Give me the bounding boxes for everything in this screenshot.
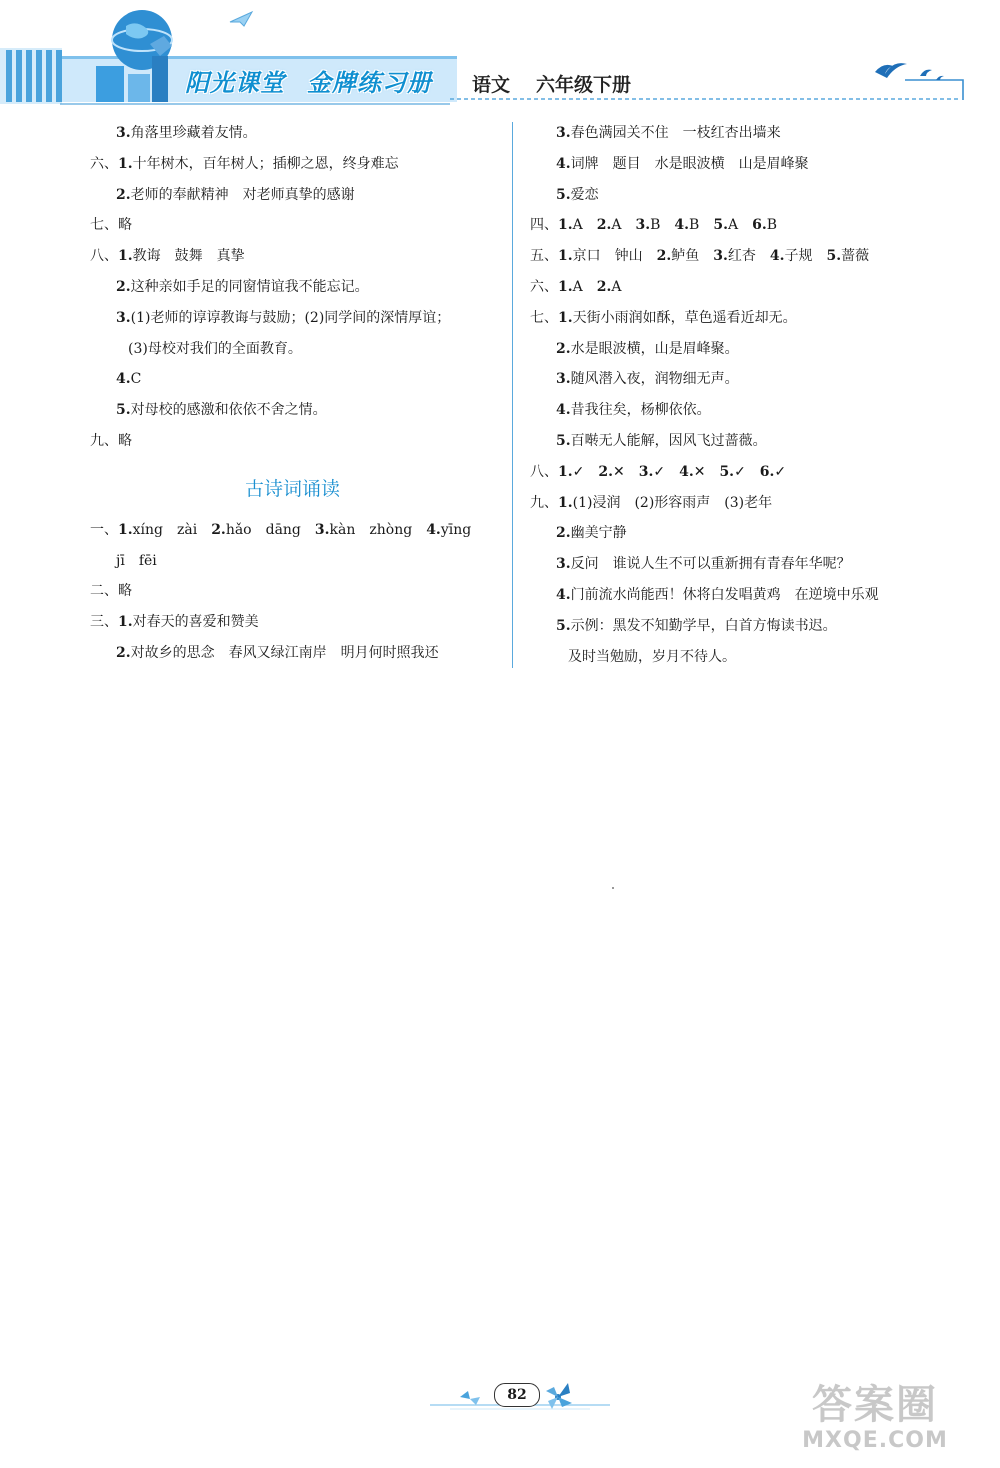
answer-text: 幽美宁静: [570, 525, 627, 542]
answer-line: [90, 118, 505, 149]
answer-text: (1)浸润 (2)形容雨声 (3)老年: [572, 494, 773, 511]
item-number: 5.: [713, 217, 728, 234]
answer-text: ✕: [612, 463, 639, 480]
subject-grade: [472, 70, 631, 97]
item-number: 2.: [116, 278, 131, 295]
right-answer-list: [530, 118, 970, 672]
item-number: 2.: [656, 248, 672, 265]
item-number: 3.: [713, 248, 728, 265]
item-number: 1.: [558, 494, 573, 511]
item-number: 3.: [314, 521, 330, 538]
paper-plane-icon: [230, 12, 252, 26]
answer-line: [530, 642, 970, 673]
seagulls-icon: [875, 63, 944, 80]
book-name: 金牌练习册: [307, 69, 432, 97]
answer-text: 词牌 题目 水是眼波横 山是眉峰聚: [570, 155, 809, 172]
answer-text: 子规: [784, 248, 827, 265]
answer-line: [90, 546, 505, 577]
page-number: 82: [494, 1383, 540, 1407]
item-number: 1.: [558, 248, 573, 265]
answer-line: [530, 549, 970, 580]
answer-line: [90, 395, 505, 426]
answer-text: 天街小雨润如酥，草色遥看近却无。: [572, 309, 797, 326]
answer-line: [90, 241, 505, 272]
answer-text: A: [611, 217, 636, 234]
answer-line: [90, 303, 505, 334]
item-number: 5.: [556, 617, 571, 634]
answer-line: [530, 488, 970, 519]
section-number: 六、: [90, 155, 118, 172]
page-header: [0, 0, 1000, 110]
answer-text: 百啭无人能解，因风飞过蔷薇。: [570, 432, 767, 449]
answer-text: B: [766, 217, 778, 234]
answer-text: 京口 钟山: [572, 248, 657, 265]
item-number: 4.: [556, 402, 571, 419]
item-number: 5.: [826, 248, 842, 265]
subject-label: 语文: [472, 74, 511, 96]
item-number: 3.: [116, 125, 131, 141]
watermark-url: MXQE.COM: [802, 1428, 948, 1453]
answer-line: [530, 272, 970, 303]
poetry-answer-list: [90, 515, 505, 669]
watermark: [760, 1382, 990, 1462]
answer-text: 随风潜入夜，润物细无声。: [570, 371, 739, 388]
column-divider: [512, 122, 513, 668]
answer-line: [530, 241, 970, 272]
item-number: 1.: [558, 309, 573, 326]
answer-line: [90, 607, 505, 638]
answer-text: (3)母校对我们的全面教育。: [128, 340, 302, 357]
item-number: 1.: [558, 278, 573, 295]
item-number: 6.: [759, 463, 775, 480]
answer-text: 春色满园关不住 一枝红杏出墙来: [570, 125, 781, 141]
item-number: 3.: [556, 556, 571, 573]
item-number: 4.: [769, 248, 785, 265]
answer-text: 示例：黑发不知勤学早，白首方悔读书迟。: [570, 617, 837, 634]
answer-line: [530, 518, 970, 549]
answer-text: (1)老师的谆谆教诲与鼓励；(2)同学间的深情厚谊；: [130, 309, 451, 326]
answer-text: 蔷薇: [841, 248, 870, 265]
item-number: 2.: [211, 521, 226, 538]
answer-line: [530, 210, 970, 241]
answer-line: [530, 118, 970, 149]
answer-text: 对故乡的思念 春风又绿江南岸 明月何时照我还: [130, 644, 439, 661]
answer-text: ✓: [734, 463, 760, 480]
answer-text: yīng: [440, 521, 472, 538]
section-number: 二、: [90, 583, 118, 600]
item-number: 3.: [556, 371, 571, 388]
answer-text: 水是眼波横，山是眉峰聚。: [570, 340, 739, 357]
section-number: 六、: [530, 278, 558, 295]
answer-text: 这种亲如手足的同窗情谊我不能忘记。: [130, 278, 369, 295]
left-answer-column: [90, 118, 505, 669]
item-number: 3.: [635, 217, 651, 234]
watermark-logo: 答案圈: [812, 1382, 938, 1428]
answer-text: 对母校的感激和依依不舍之情。: [130, 402, 327, 419]
section-number: 八、: [90, 248, 118, 265]
item-number: 1.: [118, 614, 133, 631]
answer-text: A: [572, 278, 597, 295]
item-number: 4.: [116, 371, 131, 388]
answer-text: A: [611, 278, 622, 295]
section-number: 九、: [90, 432, 118, 449]
answer-text: 略: [118, 432, 132, 449]
item-number: 5.: [556, 186, 571, 203]
answer-text: 反问 谁说人生不可以重新拥有青春年华呢？: [570, 556, 851, 573]
item-number: 4.: [674, 217, 690, 234]
section-title: 古诗词诵读: [244, 477, 340, 500]
answer-line: [90, 638, 505, 669]
answer-line: [90, 576, 505, 607]
answer-text: 及时当勉励，岁月不待人。: [568, 648, 736, 665]
left-answer-list: [90, 118, 505, 457]
item-number: 2.: [116, 186, 131, 203]
item-number: 2.: [596, 217, 612, 234]
answer-line: [530, 364, 970, 395]
answer-line: [90, 426, 505, 457]
answer-text: 门前流水尚能西！休将白发唱黄鸡 在逆境中乐观: [570, 586, 879, 603]
answer-line: [90, 364, 505, 395]
answer-text: 十年树木，百年树人；插柳之恩，终身难忘: [132, 155, 399, 172]
grade-label: 六年级下册: [536, 74, 632, 96]
answer-text: B: [650, 217, 675, 234]
section-number: 七、: [530, 309, 558, 326]
answer-text: ✓: [653, 463, 680, 480]
answer-text: A: [727, 217, 753, 234]
section-number: 九、: [530, 494, 558, 511]
answer-text: jī fēi: [116, 552, 157, 569]
section-number: 七、: [90, 217, 118, 234]
section-number: 三、: [90, 614, 118, 631]
answer-text: 昔我往矣，杨柳依依。: [570, 402, 711, 419]
answer-text: kàn zhòng: [329, 521, 427, 538]
answer-text: xíng zài: [132, 521, 212, 538]
answer-line: [530, 426, 970, 457]
item-number: 5.: [719, 463, 735, 480]
answer-line: [530, 180, 970, 211]
answer-line: [530, 395, 970, 426]
answer-text: 对春天的喜爱和赞美: [132, 614, 259, 631]
answer-text: 教诲 鼓舞 真挚: [132, 248, 245, 265]
item-number: 1.: [558, 463, 573, 480]
answer-line: [90, 180, 505, 211]
stray-dot: [612, 887, 614, 889]
item-number: 4.: [556, 155, 571, 172]
item-number: 4.: [426, 521, 441, 538]
answer-line: [90, 210, 505, 241]
section-number: 八、: [530, 463, 558, 480]
item-number: 1.: [118, 521, 133, 538]
item-number: 6.: [752, 217, 767, 234]
answer-text: hǎo dāng: [225, 521, 315, 538]
item-number: 1.: [118, 248, 133, 265]
answer-text: 略: [118, 583, 132, 600]
right-answer-column: [530, 118, 970, 672]
item-number: 3.: [116, 309, 131, 326]
answer-line: [530, 611, 970, 642]
item-number: 5.: [116, 402, 131, 419]
item-number: 4.: [556, 586, 571, 603]
answer-text: 爱恋: [570, 186, 599, 203]
answer-text: 鲈鱼: [671, 248, 714, 265]
answer-text: ✓: [572, 463, 599, 480]
series-name: 阳光课堂: [185, 69, 285, 97]
answer-text: B: [689, 217, 714, 234]
answer-text: 红杏: [727, 248, 770, 265]
answer-text: 角落里珍藏着友情。: [130, 125, 257, 141]
answer-text: A: [572, 217, 597, 234]
answer-line: [530, 457, 970, 488]
item-number: 5.: [556, 432, 571, 449]
item-number: 2.: [556, 525, 571, 542]
section-number: 一、: [90, 521, 118, 538]
item-number: 2.: [598, 463, 613, 480]
section-number: 五、: [530, 248, 558, 265]
item-number: 3.: [638, 463, 654, 480]
item-number: 1.: [118, 155, 133, 172]
item-number: 3.: [556, 125, 571, 141]
answer-line: [90, 334, 505, 365]
item-number: 2.: [596, 278, 612, 295]
answer-line: [530, 149, 970, 180]
item-number: 4.: [679, 463, 694, 480]
answer-text: C: [130, 371, 142, 388]
answer-text: ✕: [693, 463, 720, 480]
item-number: 2.: [116, 644, 131, 661]
item-number: 2.: [556, 340, 571, 357]
answer-text: 老师的奉献精神 对老师真挚的感谢: [130, 186, 355, 203]
answer-line: [90, 149, 505, 180]
answer-line: [90, 272, 505, 303]
answer-text: ✓: [774, 463, 787, 480]
section-number: 四、: [530, 217, 558, 234]
answer-line: [530, 334, 970, 365]
answer-line: [530, 580, 970, 611]
item-number: 1.: [558, 217, 573, 234]
answer-line: [530, 303, 970, 334]
answer-text: 略: [118, 217, 132, 234]
answer-line: [90, 515, 505, 546]
book-title: [185, 63, 454, 98]
